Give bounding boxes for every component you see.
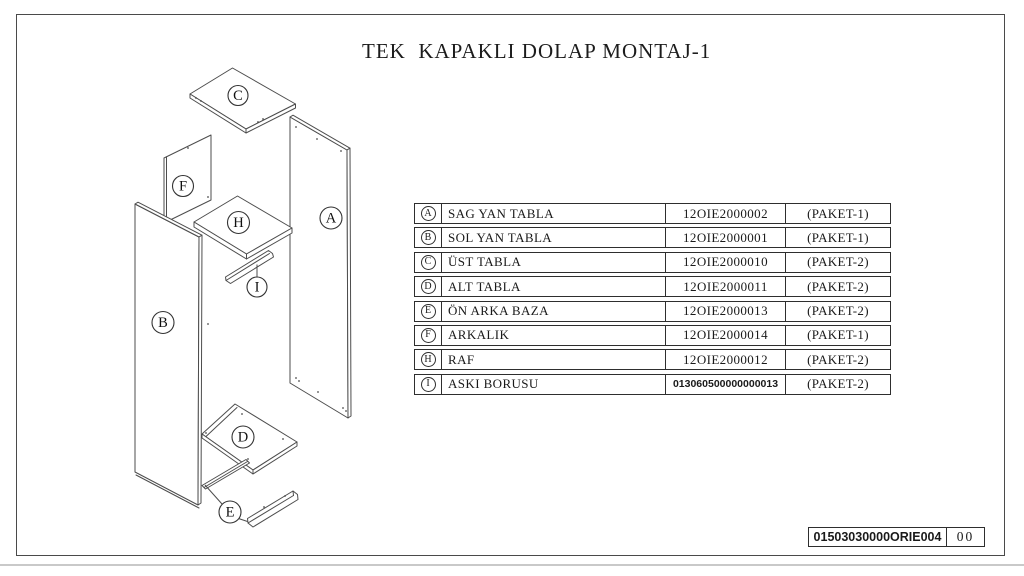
diagram-label-h: H [233,215,244,231]
part-code: 12OIE2000014 [666,326,786,345]
document-code: 01503030000ORIE004 [808,527,947,547]
part-name: RAF [442,350,666,369]
part-paket: (PAKET-1) [807,205,869,221]
label-circle-i [247,277,267,297]
part-paket: (PAKET-1) [807,229,869,245]
diagram-label-f: F [178,178,188,195]
diagram-label-e: E [225,504,235,521]
part-code: 12OIE2000011 [666,277,786,296]
part-name: SAG YAN TABLA [442,204,666,223]
table-row [414,349,891,370]
diagram-label-d: D [237,429,249,446]
part-code: 013060500000000013 [666,375,786,394]
part-paket: (PAKET-2) [807,376,869,392]
part-code: 12OIE2000013 [666,302,786,321]
label-circle-h [228,212,250,234]
table-row [414,301,891,322]
part-code: 12OIE2000001 [666,228,786,247]
row-letter-badge: B [421,230,436,245]
parts-table [414,203,891,395]
leader-line-e1 [205,485,222,504]
panel-a-right-side [290,115,351,418]
diagram-label-i: I [254,279,260,296]
part-paket: (PAKET-2) [807,254,869,270]
leader-line-e2 [239,519,248,522]
document-code-box [808,527,985,547]
diagram-label-a: A [325,210,337,227]
page-title: TEK KAPAKLI DOLAP MONTAJ-1 [362,39,712,63]
table-row [414,227,891,248]
table-row [414,276,891,297]
row-letter-badge: H [421,352,436,367]
base-strip-e1 [202,460,250,490]
row-letter-badge: E [421,304,436,319]
label-circle-a [320,207,342,229]
part-name: ASKI BORUSU [442,375,666,394]
diagram-label-c: C [233,88,243,104]
label-circle-b [152,312,174,334]
part-name: SOL YAN TABLA [442,228,666,247]
row-letter-badge: D [421,279,436,294]
label-circle-d [232,426,254,448]
part-name: ARKALIK [442,326,666,345]
part-paket: (PAKET-2) [807,351,869,367]
diagram-label-b: B [158,315,168,331]
table-row [414,203,891,224]
part-name: ÖN ARKA BAZA [442,302,666,321]
part-code: 12OIE2000010 [666,253,786,272]
label-circle-e [219,501,241,523]
label-circle-c [228,86,248,106]
part-code: 12OIE2000002 [666,204,786,223]
part-code: 12OIE2000012 [666,350,786,369]
part-paket: (PAKET-1) [807,327,869,343]
part-paket: (PAKET-2) [807,278,869,294]
row-letter-badge: A [421,206,436,221]
table-row [414,374,891,395]
label-circle-f [173,176,194,197]
revision-number: 00 [946,527,985,547]
table-row [414,252,891,273]
panel-b-left-side [135,202,209,508]
row-letter-badge: F [421,328,436,343]
table-row [414,325,891,346]
row-letter-badge: I [421,377,436,392]
part-paket: (PAKET-2) [807,303,869,319]
part-name: ALT TABLA [442,277,666,296]
part-name: ÜST TABLA [442,253,666,272]
row-letter-badge: C [421,255,436,270]
base-strip-e2 [248,491,299,527]
